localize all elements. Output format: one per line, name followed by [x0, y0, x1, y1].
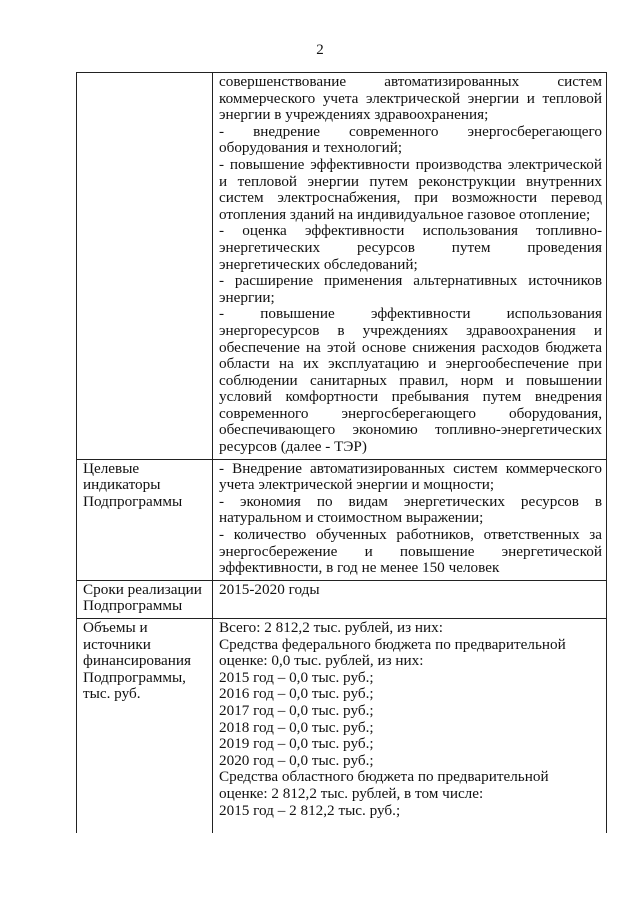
content-line: 2016 год – 0,0 тыс. руб.; [219, 685, 374, 703]
content-line: коммерческого учета электрической энергии и тепловой [219, 89, 602, 107]
row-label-line: индикаторы [83, 476, 161, 494]
passport-table [76, 72, 607, 833]
row-label-cell [77, 73, 213, 460]
content-line: 2015 год – 2 812,2 тыс. руб.; [219, 801, 401, 819]
content-line: оборудования и технологий; [219, 139, 403, 157]
content-line: энергосбережение и повышение энергетической [219, 542, 602, 560]
row-label-cell [77, 580, 213, 618]
row-label-line: тыс. руб. [83, 685, 141, 703]
page-number: 2 [316, 42, 324, 58]
content-line: области на их эксплуатацию и энергообеспечение при [219, 355, 602, 373]
content-line: оценке: 2 812,2 тыс. рублей, в том числе: [219, 784, 484, 802]
content-line: энергетических обследований; [219, 255, 418, 273]
row-label-line: Целевые [83, 459, 140, 477]
content-line: - количество обученных работников, ответственных за [219, 526, 602, 544]
table-row [77, 619, 607, 834]
content-line: 2015 год – 0,0 тыс. руб.; [219, 668, 374, 686]
row-label-line: Подпрограммы, [83, 668, 186, 686]
row-content-cell [213, 459, 607, 580]
content-line: систем электроснабжения, при возможности перевод [219, 189, 602, 207]
row-label-cell [77, 459, 213, 580]
content-line: - оценка эффективности использования топливно- [219, 222, 602, 240]
content-line: условий комфортности пребывания путем внедрения [219, 388, 602, 406]
content-line: - Внедрение автоматизированных систем коммерческого [219, 459, 602, 477]
content-line: соблюдении санитарных правил, норм и повышении [219, 371, 602, 389]
row-label-line: Подпрограммы [83, 492, 183, 510]
content-line: - экономия по видам энергетических ресурсов в [219, 492, 602, 510]
row-label-cell [77, 619, 213, 834]
content-line: совершенствование автоматизированных систем [219, 73, 602, 90]
content-line: - внедрение современного энергосберегающего [219, 122, 602, 140]
row-content-cell [213, 619, 607, 834]
content-line: 2019 год – 0,0 тыс. руб.; [219, 735, 374, 753]
content-line: энергии; [219, 288, 275, 306]
row-label-line: Объемы и [83, 619, 148, 636]
row-label-line: Подпрограммы [83, 597, 183, 615]
content-line: 2017 год – 0,0 тыс. руб.; [219, 701, 374, 719]
content-line: учета электрической энергии и мощности; [219, 476, 495, 494]
content-line: эффективности, в год не менее 150 человек [219, 559, 500, 577]
content-line: Всего: 2 812,2 тыс. рублей, из них: [219, 619, 443, 636]
table-row [77, 459, 607, 580]
content-line: энергии в учреждениях здравоохранения; [219, 106, 489, 124]
row-content-cell [213, 580, 607, 618]
table-row [77, 73, 607, 460]
content-line: энергетических ресурсов путем проведения [219, 238, 602, 256]
content-line: отопления зданий на индивидуальное газовое отопление; [219, 205, 591, 223]
content-line: Средства областного бюджета по предварительной [219, 768, 549, 786]
content-line: 2015-2020 годы [219, 580, 320, 598]
row-label-line: финансирования [83, 652, 191, 670]
content-line: - расширение применения альтернативных источников [219, 272, 602, 290]
content-line: Средства федерального бюджета по предварительной [219, 635, 566, 653]
content-line: обеспечение на этой основе снижения расходов бюджета [219, 338, 602, 356]
content-line: 2020 год – 0,0 тыс. руб.; [219, 751, 374, 769]
table-row [77, 580, 607, 618]
row-content-cell [213, 73, 607, 460]
content-line: - повышение эффективности производства электрической [219, 155, 602, 173]
content-line: ресурсов (далее - ТЭР) [219, 438, 367, 456]
row-label-line: источники [83, 635, 151, 653]
content-line: и тепловой энергии путем реконструкции внутренних [219, 172, 602, 190]
row-label-line: Сроки реализации [83, 580, 202, 598]
content-line: обеспечивающего экономию топливно-энергетических [219, 421, 602, 439]
content-line: оценке: 0,0 тыс. рублей, из них: [219, 652, 424, 670]
content-line: энергоресурсов в учреждениях здравоохранения и [219, 321, 602, 339]
content-line: 2018 год – 0,0 тыс. руб.; [219, 718, 374, 736]
content-line: натуральном и стоимостном выражении; [219, 509, 484, 527]
content-line: - повышение эффективности использования [219, 305, 602, 323]
content-line: современного энергосберегающего оборудования, [219, 404, 602, 422]
